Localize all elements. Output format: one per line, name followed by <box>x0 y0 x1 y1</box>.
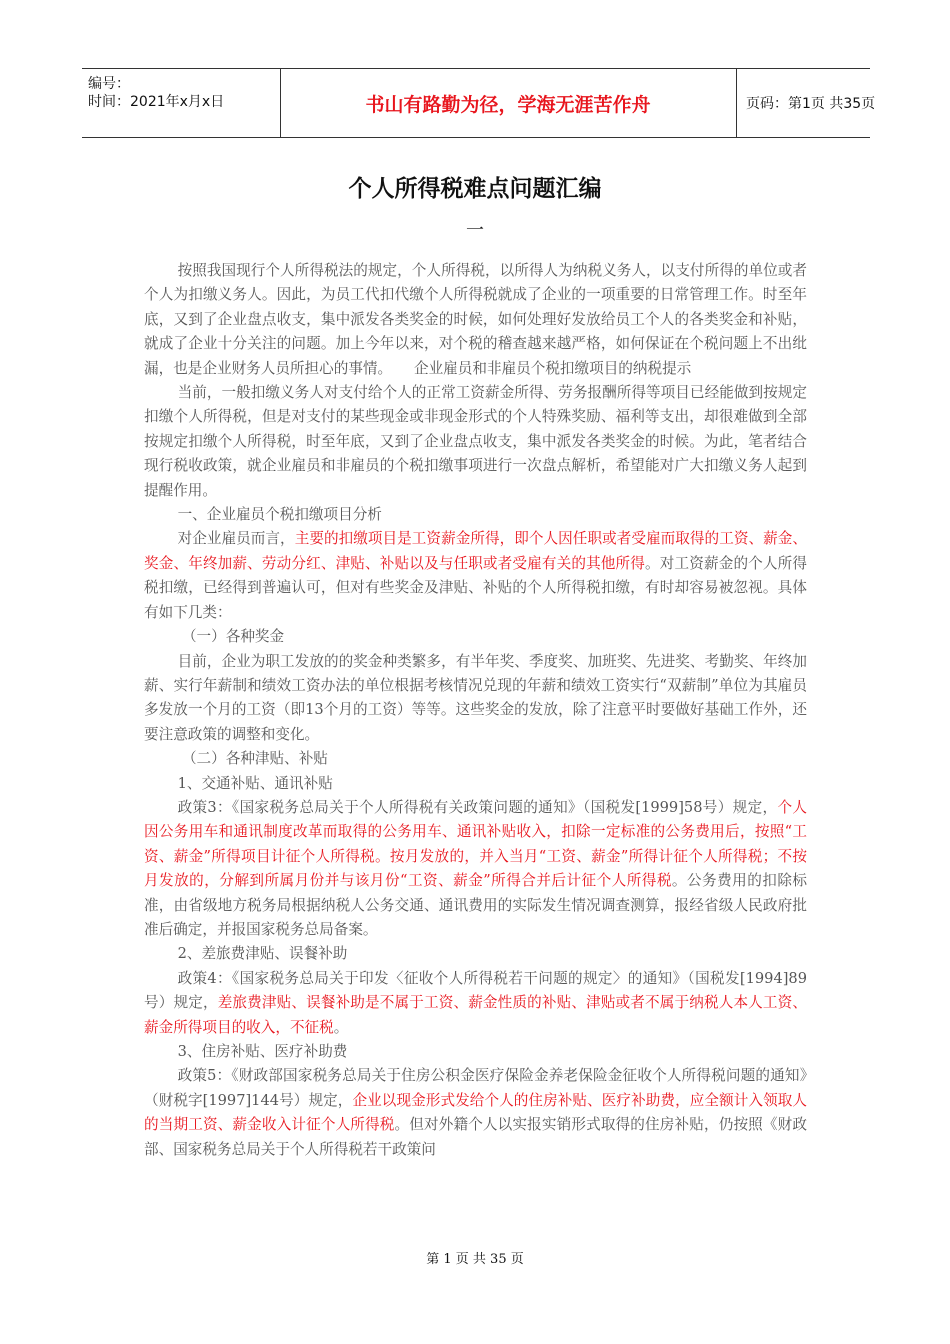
heading-transport: 1、交通补贴、通讯补贴 <box>177 774 333 792</box>
paragraph-policy-3: 政策3：《国家税务总局关于个人所得税有关政策问题的通知》（国税发[1999]58号）规定，个人因公务用车和通讯制度改革而取得的公务用车、通讯补贴收入，扣除一定标准的公务费用后，按照“工资、薪金”所得项目计征个人所得税。按月发放的，并入当月“工资、薪金”所得计征个人所得税；不按月发放的，分解到所属月份并与该月份“工资、薪金”所得合并后计征个人所得税。公务费用的扣除标准，由省级地方税务局根据纳税人公务交通、通讯费用的实际发生情况调查测算，报经省级人民政府批准后确定，并报国家税务总局备案。 <box>144 798 807 938</box>
time-label: 时间：2021年x月x日 <box>88 94 225 110</box>
motto-cell: 书山有路勤为径，学海无涯苦作舟 <box>280 69 737 137</box>
heading-housing: 3、住房补贴、医疗补助费 <box>177 1043 348 1060</box>
document-body <box>144 259 807 1162</box>
heading-employee-items: 一、企业雇员个税扣缴项目分析 <box>177 506 382 524</box>
paragraph-current: 当前，一般扣缴义务人对支付给个人的正常工资薪金所得、劳务报酬所得等项目已经能做到按规定扣缴个人所得税，但是对支付的某些现金或非现金形式的个人特殊奖励、福利等支出，却很难做到全部按规定扣缴个人所得税，时至年底，又到了企业盘点收支，集中派发各类奖金的时候。为此，笔者结合现行税收政策，就企业雇员和非雇员的个税扣缴事项进行一次盘点解析，希望能对广大扣缴义务人起到提醒作用。 <box>144 384 807 499</box>
header-table <box>82 68 876 138</box>
paragraph-bonuses: 目前，企业为职工发放的的奖金种类繁多，有半年奖、季度奖、加班奖、先进奖、考勤奖、年终加薪、实行年薪制和绩效工资办法的单位根据考核情况兑现的年薪和绩效工资实行“双薪制”单位为其雇员多发放一个月的工资（即13个月的工资）等等。这些奖金的发放，除了注意平时要做好基础工作外，还要注意政策的调整和变化。 <box>144 652 807 743</box>
heading-travel: 2、差旅费津贴、误餐补助 <box>177 945 348 963</box>
number-label: 编号： <box>88 76 130 92</box>
highlight-text: 企业以现金形式发给个人的住房补贴、医疗补助费，应全额计入领取人的当期工资、薪金收入计征个人所得税 <box>144 1091 807 1134</box>
paragraph-policy-5: 政策5：《财政部国家税务总局关于住房公积金医疗保险金养老保险金征收个人所得税问题的通知》（财税字[1997]144号）规定，企业以现金形式发给个人的住房补贴、医疗补助费，应全额计入领取人的当期工资、薪金收入计征个人所得税。但对外籍个人以实报实销形式取得的住房补贴，仍按照《财政部、国家税务总局关于个人所得税若干政策问 <box>144 1067 807 1158</box>
heading-bonuses: （一）各种奖金 <box>181 628 285 646</box>
section-number: 一 <box>466 220 484 241</box>
paragraph-employee: 对企业雇员而言，主要的扣缴项目是工资薪金所得，即个人因任职或者受雇而取得的工资、薪金、奖金、年终加薪、劳动分红、津贴、补贴以及与任职或者受雇有关的其他所得。对工资薪金的个人所得税扣缴，已经得到普遍认可，但对有些奖金及津贴、补贴的个人所得税扣缴，有时却容易被忽视。具体有如下几类： <box>144 530 807 621</box>
paragraph-policy-4: 政策4：《国家税务总局关于印发〈征收个人所得税若干问题的规定〉的通知》（国税发[1994]89号）规定，差旅费津贴、误餐补助是不属于工资、薪金性质的补贴、津贴或者不属于纳税人本人工资、薪金所得项目的收入，不征税。 <box>144 969 807 1036</box>
highlight-text: 主要的扣缴项目是工资薪金所得，即个人因任职或者受雇而取得的工资、薪金、奖金、年终加薪、劳动分红、津贴、补贴以及与任职或者受雇有关的其他所得 <box>144 530 807 572</box>
highlight-text: 个人因公务用车和通讯制度改革而取得的公务用车、通讯补贴收入，扣除一定标准的公务费用后，按照“工资、薪金”所得项目计征个人所得税。按月发放的，并入当月“工资、薪金”所得计征个人所得税；不按月发放的，分解到所属月份并与该月份“工资、薪金”所得合并后计征个人所得税 <box>144 798 807 890</box>
paragraph-intro: 按照我国现行个人所得税法的规定，个人所得税，以所得人为纳税义务人，以支付所得的单位或者个人为扣缴义务人。因此，为员工代扣代缴个人所得税就成了企业的一项重要的日常管理工作。时至年底，又到了企业盘点收支，集中派发各类奖金的时候，如何处理好发放给员工个人的各类奖金和补贴，就成了企业十分关注的问题。加上今年以来，对个税的稽查越来越严格，如何保证在个税问题上不出纰漏，也是企业财务人员所担心的事情。 企业雇员和非雇员个税扣缴项目的纳税提示 <box>144 262 807 377</box>
page-footer: 第 1 页 共 35 页 <box>426 1252 524 1267</box>
heading-allowances: （二）各种津贴、补贴 <box>181 750 328 768</box>
header-meta-cell <box>82 69 281 137</box>
highlight-text: 差旅费津贴、误餐补助是不属于工资、薪金性质的补贴、津贴或者不属于纳税人本人工资、薪金所得项目的收入，不征税 <box>144 994 807 1036</box>
document-title: 个人所得税难点问题汇编 <box>348 176 602 202</box>
page-info-cell: 页码：第1页 共35页 <box>746 96 876 112</box>
